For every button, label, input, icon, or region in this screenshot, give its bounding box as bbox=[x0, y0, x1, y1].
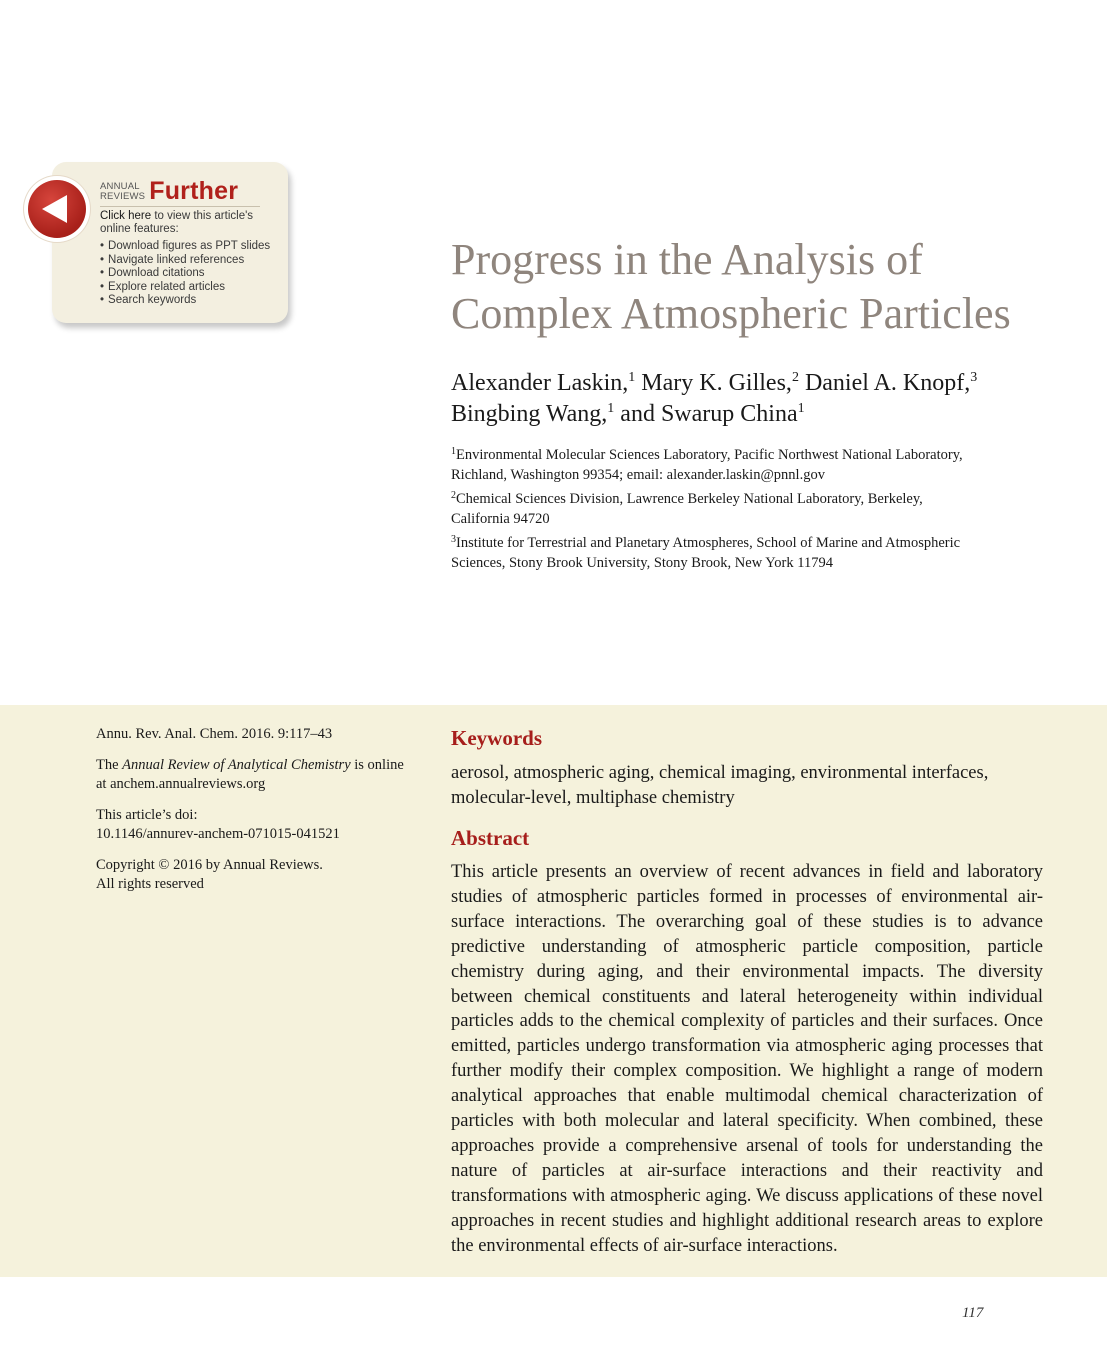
further-back-button[interactable] bbox=[24, 176, 90, 242]
copyright: Copyright © 2016 by Annual Reviews. All rights reserved bbox=[96, 856, 323, 892]
doi-block: This article’s doi: 10.1146/annurev-anchem-071015-041521 bbox=[96, 806, 340, 842]
citation: Annu. Rev. Anal. Chem. 2016. 9:117–43 bbox=[96, 726, 333, 742]
article-metadata bbox=[96, 725, 416, 906]
page-number: 117 bbox=[962, 1305, 984, 1321]
online-note: The Annual Review of Analytical Chemistry is online at anchem.annualreviews.org bbox=[96, 756, 404, 792]
affiliation-3: $^3$Institute for Terrestrial and Planetary Atmospheres, School of Marine and Atmospheric Sciences, Stony Brook University, Stony Brook, New York 11794 bbox=[451, 534, 961, 571]
keywords-list: aerosol, atmospheric aging, chemical imaging, environmental interfaces, molecular-level, multiphase chemistry bbox=[451, 763, 989, 808]
click-here-link[interactable]: Click here bbox=[100, 210, 152, 222]
further-brand bbox=[100, 176, 285, 204]
author-name: Bingbing Wang, bbox=[451, 401, 608, 427]
keywords-heading: Keywords bbox=[451, 726, 542, 750]
further-intro: Click here to view this article's online features: bbox=[100, 210, 254, 235]
brand-further: Further bbox=[149, 177, 239, 205]
feature-search-keywords: • Search keywords bbox=[100, 294, 285, 308]
feature-explore-articles: • Explore related articles bbox=[100, 281, 285, 295]
author-name: and Swarup China bbox=[620, 401, 798, 427]
doi-link[interactable]: 10.1146/annurev-anchem-071015-041521 bbox=[96, 826, 340, 842]
feature-download-figures: • Download figures as PPT slides bbox=[100, 240, 285, 254]
author-name: Daniel A. Knopf, bbox=[804, 370, 971, 396]
article-title: Progress in the Analysis of Complex Atmospheric Particles bbox=[451, 235, 1011, 338]
affiliations bbox=[451, 446, 1031, 578]
feature-navigate-references: • Navigate linked references bbox=[100, 254, 285, 268]
further-divider bbox=[100, 206, 260, 207]
feature-download-citations: • Download citations bbox=[100, 267, 285, 281]
author-name: Alexander Laskin, bbox=[451, 370, 629, 396]
back-arrow-icon bbox=[24, 176, 90, 242]
journal-url[interactable]: at anchem.annualreviews.org bbox=[96, 776, 266, 792]
affiliation-2: $^2$Chemical Sciences Division, Lawrence Berkeley National Laboratory, Berkeley, California 94720 bbox=[451, 490, 923, 527]
further-content bbox=[100, 176, 285, 308]
abstract-text: This article presents an overview of recent advances in field and laboratory studies of atmospheric particles formed in processes of environmental air-surface interactions. The overarching goal of these studies is to advance predictive understanding of atmospheric particle composition, particle chemistry during aging, and their environmental impacts. The diversity between chemical constituents and lateral heterogeneity within individual particles adds to the chemical complexity of particles and their surfaces. Once emitted, particles undergo transformation via atmospheric aging processes that further modify their complex composition. We highlight a range of modern analytical approaches that enable multimodal chemical characterization of particles with both molecular and lateral specificity. When combined, these approaches provide a comprehensive arsenal of tools for understanding the nature of particles at air-surface interactions and their reactivity and transformations with atmospheric aging. We discuss applications of these novel approaches in recent studies and highlight additional research areas to explore the environmental effects of air-surface interactions. bbox=[451, 862, 1043, 1256]
abstract-heading: Abstract bbox=[451, 826, 530, 850]
affiliation-1: $^1$Environmental Molecular Sciences Laboratory, Pacific Northwest National Laboratory, Richland, Washington 99354; email: alexander.laskin@pnnl.gov bbox=[451, 446, 963, 483]
brand-annual-reviews: ANNUAL REVIEWS bbox=[100, 181, 146, 202]
further-feature-list bbox=[100, 240, 285, 308]
author-name: Mary K. Gilles, bbox=[641, 370, 792, 396]
author-list: Alexander Laskin,$^1$ Mary K. Gilles,$^2$ Daniel A. Knopf,$^3$ Bingbing Wang,$^1$ and Swarup China$^1$ bbox=[451, 370, 978, 427]
